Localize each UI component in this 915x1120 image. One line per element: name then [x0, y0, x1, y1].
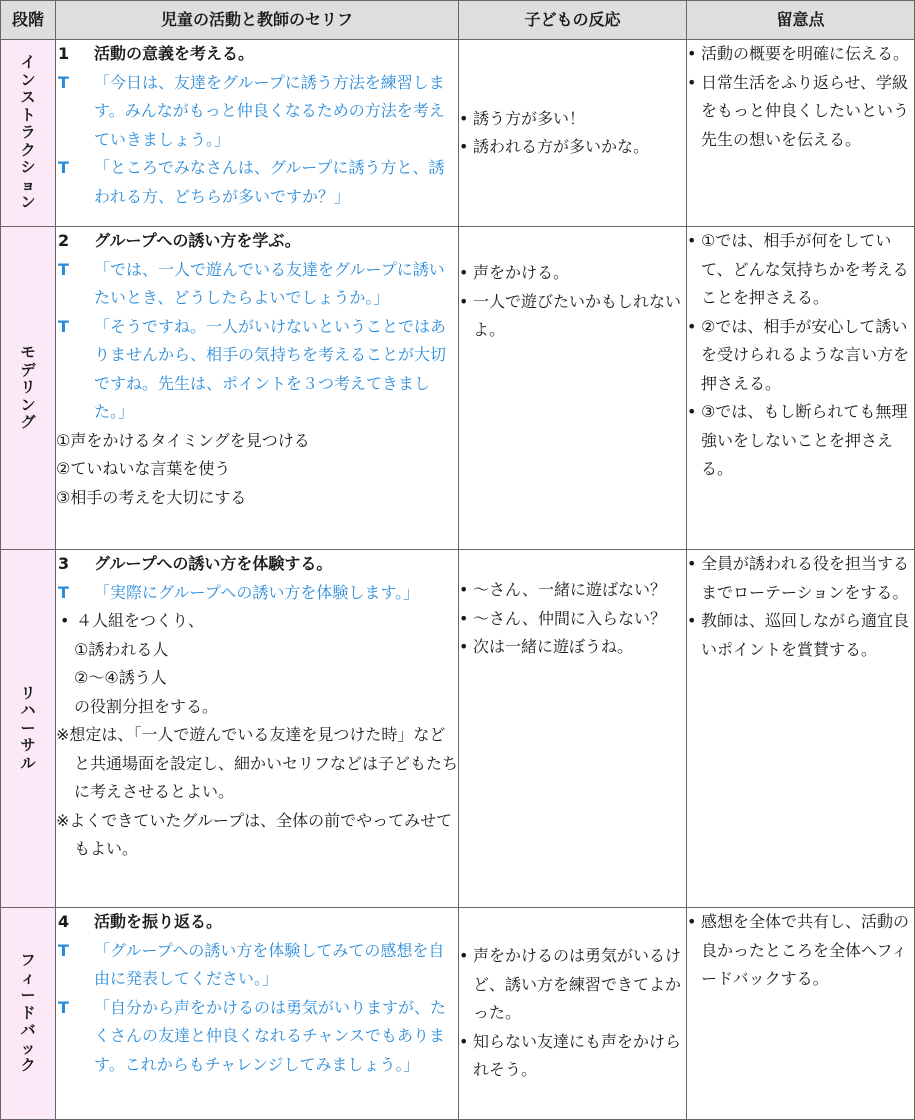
- notes-cell: [687, 40, 915, 227]
- activity-cell: [56, 908, 459, 1120]
- note-item: • 全員が誘われる役を担当するまでローテーションをする。: [687, 554, 910, 602]
- note-item: • 活動の概要を明確に伝える。: [687, 44, 910, 63]
- stage-char: サ: [20, 736, 36, 755]
- stage-char: ン: [20, 193, 36, 212]
- activity-cell: [56, 550, 459, 908]
- reaction-item: • 誘う方が多い！: [459, 108, 586, 128]
- teacher-marker: T: [58, 940, 69, 960]
- teacher-marker: T: [58, 259, 69, 279]
- step-number: 3: [58, 554, 70, 573]
- reaction-item: • 次は一緒に遊ぼうね。: [459, 637, 634, 656]
- header-stage: 段階: [1, 1, 56, 40]
- stage-char: フ: [20, 951, 36, 970]
- stage-cell-modeling: [1, 227, 56, 550]
- teacher-line: [56, 937, 458, 994]
- stage-cell-feedback: [1, 908, 56, 1120]
- teacher-speech: 「では、一人で遊んでいる友達をグループに誘いたいとき、どうしたらよいでしょうか。」: [94, 259, 445, 307]
- stage-char: ク: [20, 1056, 36, 1075]
- stage-char: ィ: [20, 968, 36, 987]
- stage-char: ン: [20, 70, 36, 89]
- reaction-item: • 声をかけるのは勇気がいるけど、誘い方を練習できてよかった。: [459, 946, 682, 1023]
- remark-item: ※よくできていたグループは、全体の前でやってみせてもよい。: [56, 810, 453, 858]
- teacher-line: [56, 313, 458, 427]
- stage-char: ッ: [20, 1038, 36, 1057]
- step-number: 2: [58, 231, 70, 250]
- activity-cell: [56, 227, 459, 550]
- teacher-speech: 「自分から声をかけるのは勇気がいりますが、たくさんの友達と仲良くなれるチャンスでもあります。これからもチャレンジしてみましょう。」: [94, 997, 447, 1074]
- note-item: • 教師は、巡回しながら適宜良いポイントを賞賛する。: [687, 611, 910, 659]
- header-reaction: 子どもの反応: [459, 1, 687, 40]
- notes-cell: [687, 550, 915, 908]
- stage-char: ド: [20, 1003, 36, 1022]
- reaction-cell: [459, 550, 687, 908]
- teacher-line: [56, 154, 458, 211]
- stage-char: ハ: [20, 701, 36, 720]
- note-item: • ②では、相手が安心して誘いを受けられるような言い方を押さえる。: [687, 316, 910, 393]
- stage-char: ン: [20, 395, 36, 414]
- step-title: グループへの誘い方を学ぶ。: [94, 231, 301, 250]
- stage-char: ラ: [20, 123, 36, 142]
- table-row: [1, 40, 915, 227]
- stage-char: ョ: [20, 175, 36, 194]
- table-row: [1, 227, 915, 550]
- step-number: 1: [58, 44, 70, 63]
- notes-cell: [687, 227, 915, 550]
- reaction-cell: [459, 227, 687, 550]
- reaction-item: • 知らない友達にも声をかけられそう。: [459, 1031, 682, 1080]
- step-title: 活動を振り返る。: [94, 912, 223, 931]
- point-item: ②ていねいな言葉を使う: [56, 459, 231, 478]
- activity-heading: [56, 227, 458, 256]
- teacher-marker: T: [58, 72, 69, 92]
- role-item: の役割分担をする。: [74, 696, 219, 716]
- activity-heading: [56, 40, 458, 69]
- reaction-item: • ～さん、一緒に遊ばない？: [459, 580, 666, 599]
- table-row: [1, 550, 915, 908]
- activity-heading: [56, 908, 458, 937]
- stage-char: デ: [20, 360, 36, 379]
- teacher-marker: T: [58, 158, 69, 177]
- notes-cell: [687, 908, 915, 1120]
- bullet-item: • ４人組をつくり、: [60, 611, 205, 630]
- stage-char: ー: [20, 986, 36, 1005]
- stage-cell-rehearsal: [1, 550, 56, 908]
- teacher-marker: T: [58, 316, 69, 336]
- reaction-item: • 一人で遊びたいかもしれないよ。: [459, 291, 682, 339]
- teacher-marker: T: [58, 997, 69, 1017]
- step-title: 活動の意義を考える。: [94, 44, 255, 63]
- stage-char: バ: [20, 1021, 36, 1040]
- header-row: [1, 1, 915, 40]
- stage-char: リ: [20, 683, 36, 702]
- note-item: • 感想を全体で共有し、活動の良かったところを全体へフィードバックする。: [687, 912, 910, 988]
- reaction-item: • ～さん、仲間に入らない？: [459, 608, 666, 628]
- stage-char: ー: [20, 718, 36, 737]
- reaction-item: • 誘われる方が多いかな。: [459, 137, 650, 156]
- teacher-speech: 「今日は、友達をグループに誘う方法を練習します。みんながもっと仲良くなるための方法を考えていきましょう。」: [94, 72, 445, 149]
- activity-heading: [56, 550, 458, 579]
- header-activity: 児童の活動と教師のセリフ: [56, 1, 459, 40]
- teacher-line: [56, 256, 458, 313]
- reaction-item: • 声をかける。: [459, 263, 570, 282]
- stage-char: ス: [20, 88, 36, 107]
- teacher-speech: 「グループへの誘い方を体験してみての感想を自由に発表してください。」: [94, 940, 445, 988]
- note-item: • 日常生活をふり返らせ、学級をもっと仲良くしたいという先生の想いを伝える。: [687, 72, 910, 149]
- stage-char: モ: [20, 343, 36, 362]
- stage-char: ト: [20, 105, 36, 124]
- stage-char: リ: [20, 378, 36, 397]
- step-number: 4: [58, 912, 70, 931]
- header-notes: 留意点: [687, 1, 915, 40]
- point-item: ①声をかけるタイミングを見つける: [56, 430, 310, 450]
- teacher-speech: 「ところでみなさんは、グループに誘う方と、誘われる方、どちらが多いですか？」: [94, 158, 445, 206]
- teacher-line: [56, 994, 458, 1080]
- role-item: ②～④誘う人: [74, 668, 167, 687]
- stage-cell-instruction: [1, 40, 56, 227]
- teacher-line: [56, 69, 458, 155]
- point-item: ③相手の考えを大切にする: [56, 487, 247, 507]
- reaction-cell: [459, 908, 687, 1120]
- teacher-line: [56, 579, 458, 608]
- remark-item: ※想定は、「一人で遊んでいる友達を見つけた時」などと共通場面を設定し、細かいセリフなどは子どもたちに考えさせるとよい。: [56, 725, 459, 801]
- activity-cell: [56, 40, 459, 227]
- note-item: • ③では、もし断られても無理強いをしないことを押さえる。: [687, 402, 908, 478]
- step-title: グループへの誘い方を体験する。: [94, 554, 333, 573]
- stage-char: ク: [20, 140, 36, 159]
- stage-char: ル: [20, 753, 36, 772]
- teacher-marker: T: [58, 582, 69, 602]
- teacher-speech: 「そうですね。一人がいけないということではありませんから、相手の気持ちを考えることが大切ですね。先生は、ポイントを３つ考えてきました。」: [94, 316, 447, 421]
- stage-char: グ: [20, 413, 36, 432]
- stage-char: イ: [20, 53, 36, 72]
- note-item: • ①では、相手が何をしていて、どんな気持ちかを考えることを押さえる。: [687, 231, 909, 307]
- table-row: [1, 908, 915, 1120]
- reaction-cell: [459, 40, 687, 227]
- stage-char: シ: [20, 158, 36, 177]
- teacher-speech: 「実際にグループへの誘い方を体験します。」: [94, 582, 420, 602]
- role-item: ①誘われる人: [74, 639, 169, 659]
